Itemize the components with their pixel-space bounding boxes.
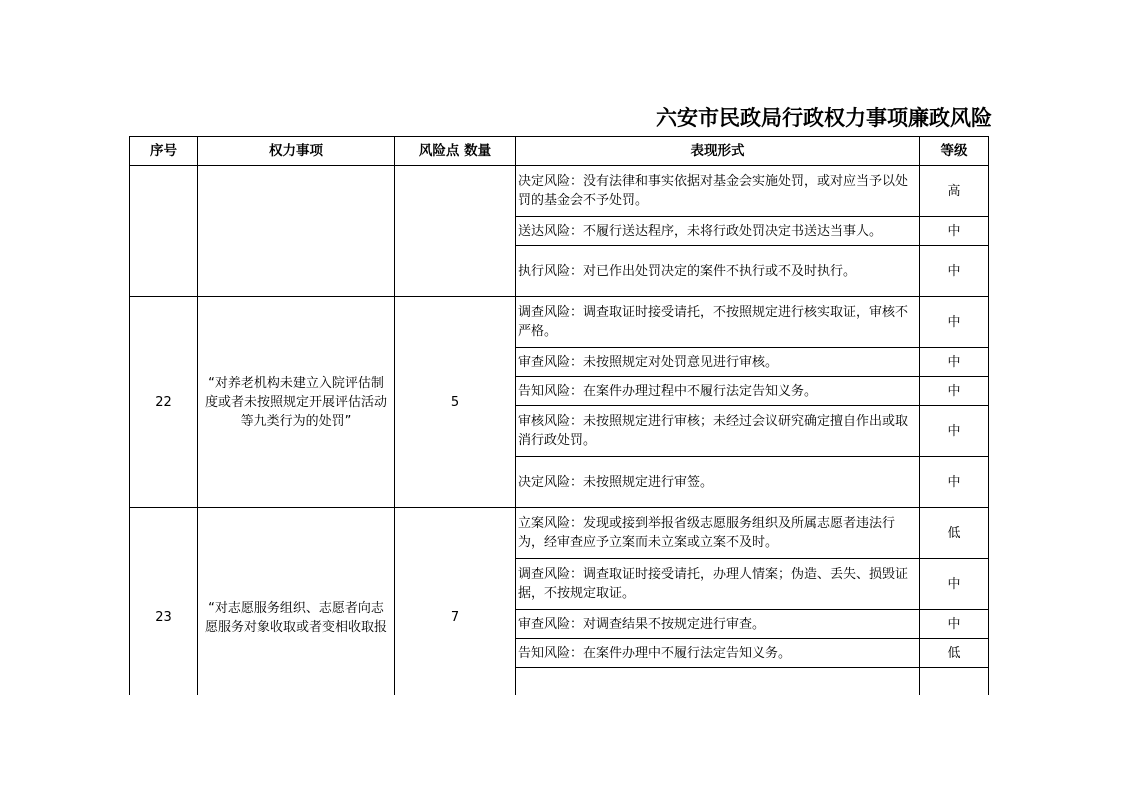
risk-level-cell: 中 [920,610,989,639]
header-item: 权力事项 [198,137,395,166]
risk-level-cell: 低 [920,639,989,668]
risk-form-cell: 告知风险：在案件办理中不履行法定告知义务。 [516,639,920,668]
risk-level-cell-empty [920,668,989,696]
risk-form-cell-empty [516,668,920,696]
table-row [130,297,989,348]
seq-cell-prev [130,166,198,297]
risk-level-cell: 中 [920,377,989,406]
risk-level-cell: 中 [920,217,989,246]
risk-form-cell: 审查风险：未按照规定对处罚意见进行审核。 [516,348,920,377]
risk-level-cell: 中 [920,406,989,457]
risk-form-cell: 执行风险：对已作出处罚决定的案件不执行或不及时执行。 [516,246,920,297]
page-title: 六安市民政局行政权力事项廉政风险 [656,106,992,130]
risk-level-cell: 中 [920,348,989,377]
header-form: 表现形式 [516,137,920,166]
table-row [130,166,989,217]
seq-cell: 23 [130,508,198,696]
risk-level-cell: 中 [920,297,989,348]
risk-form-cell: 审查风险：对调查结果不按规定进行审查。 [516,610,920,639]
risk-count-cell: 7 [395,508,516,696]
risk-form-cell: 告知风险：在案件办理过程中不履行法定告知义务。 [516,377,920,406]
risk-table-container [129,136,994,695]
risk-form-cell: 送达风险：不履行送达程序，未将行政处罚决定书送达当事人。 [516,217,920,246]
risk-form-cell: 决定风险：未按照规定进行审签。 [516,457,920,508]
risk-level-cell: 低 [920,508,989,559]
table-row [130,508,989,559]
risk-level-cell: 中 [920,457,989,508]
risk-level-cell: 中 [920,246,989,297]
risk-form-cell: 调查风险：调查取证时接受请托，不按照规定进行核实取证，审核不严格。 [516,297,920,348]
item-cell-prev [198,166,395,297]
risk-level-cell: 高 [920,166,989,217]
risk-form-cell: 立案风险：发现或接到举报省级志愿服务组织及所属志愿者违法行为，经审查应予立案而未立案或立案不及时。 [516,508,920,559]
header-seq: 序号 [130,137,198,166]
power-item-cell: “对养老机构未建立入院评估制度或者未按照规定开展评估活动等九类行为的处罚” [198,297,395,508]
risk-form-cell: 决定风险：没有法律和事实依据对基金会实施处罚，或对应当予以处罚的基金会不予处罚。 [516,166,920,217]
risk-count-cell: 5 [395,297,516,508]
risk-table [129,136,989,695]
header-level: 等级 [920,137,989,166]
risk-form-cell: 审核风险：未按照规定进行审核；未经过会议研究确定擅自作出或取消行政处罚。 [516,406,920,457]
risk-level-cell: 中 [920,559,989,610]
power-item-cell: “对志愿服务组织、志愿者向志愿服务对象收取或者变相收取报 [198,508,395,696]
count-cell-prev [395,166,516,297]
seq-cell: 22 [130,297,198,508]
header-row [130,137,989,166]
header-count: 风险点 数量 [395,137,516,166]
risk-form-cell: 调查风险：调查取证时接受请托，办理人情案；伪造、丢失、损毁证据，不按规定取证。 [516,559,920,610]
